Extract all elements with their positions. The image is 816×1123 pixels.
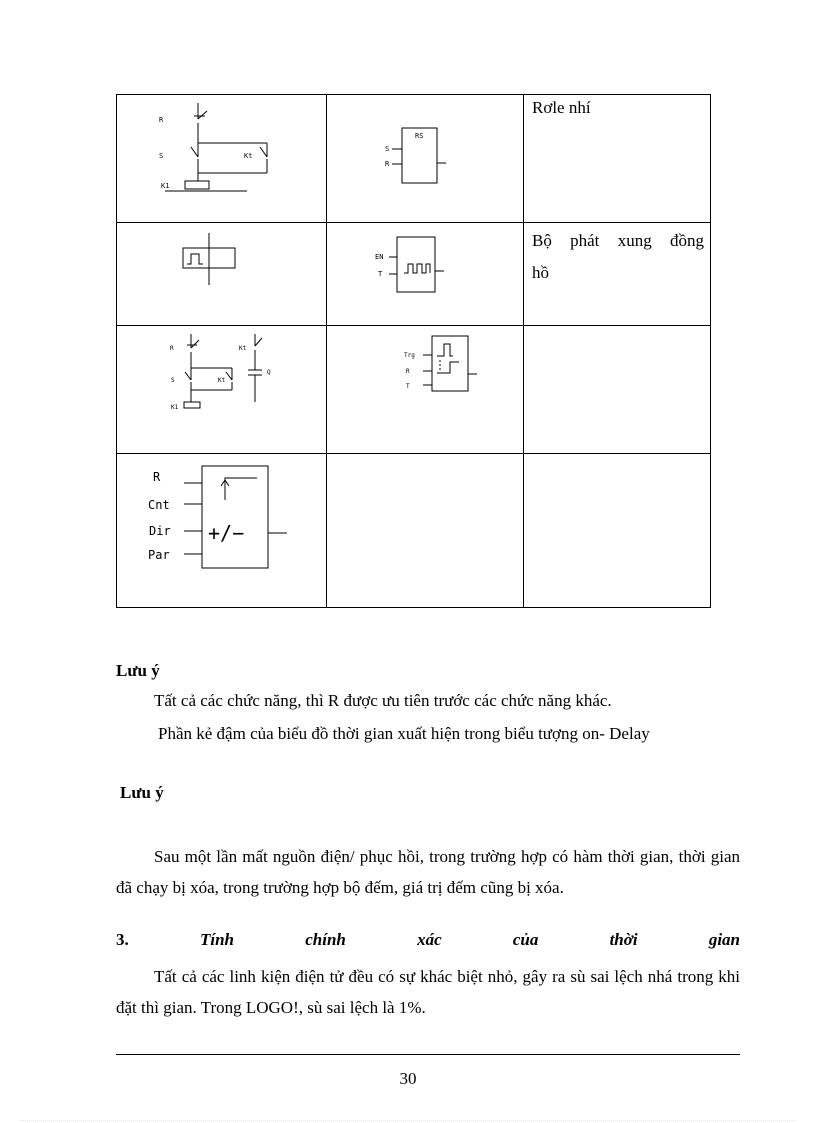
block-input-label: EN <box>375 253 384 261</box>
block-title: RS <box>415 132 424 140</box>
ladder-label: K1 <box>161 182 170 190</box>
block-input-label: R <box>406 368 410 375</box>
section-heading <box>116 930 740 950</box>
ladder-label: K1 <box>171 404 179 411</box>
block-input-label: Par <box>148 548 170 562</box>
rs-function-block <box>327 95 523 222</box>
empty-cell <box>524 454 711 608</box>
counter-block <box>117 454 325 607</box>
heading-word: chính <box>305 930 346 949</box>
pulse-relay-symbol <box>117 223 325 325</box>
timer-ladder-diagram <box>117 326 325 453</box>
footer-rule <box>116 1054 740 1055</box>
section-body: Tất cả các linh kiện điện tử đều có sự khác biệt nhỏ, gây ra sù sai lệch nhá trong khi đặt thì gian. Trong LOGO!, sù sai lệch là 1%. <box>116 967 740 1017</box>
description-cell <box>524 223 711 326</box>
page-number: 30 <box>399 1069 417 1088</box>
ladder-label: R <box>170 345 174 352</box>
table-row <box>117 326 711 454</box>
table-row <box>117 223 711 326</box>
clock-pulse-block <box>327 223 523 325</box>
empty-cell <box>327 454 524 608</box>
note-text: Tất cả các chức năng, thì R được ưu tiên trước các chức năng khác. <box>154 691 612 710</box>
ladder-label: Kt <box>239 345 247 352</box>
note-text: Phần kẻ đậm của biểu đồ thời gian xuất hiện trong biểu tượng on- Delay <box>158 724 650 743</box>
on-delay-block <box>327 326 523 453</box>
description-word: xung <box>617 231 652 250</box>
function-symbol-table <box>116 94 711 608</box>
note-title: Lưu ý <box>120 783 164 802</box>
heading-word: xác <box>417 930 442 949</box>
ladder-label: Kt <box>244 152 253 160</box>
block-input-label: R <box>385 160 390 168</box>
page-edge-dots <box>20 1120 796 1121</box>
function-block-cell <box>327 326 524 454</box>
counter-direction-symbol: +/− <box>208 521 245 545</box>
function-description <box>524 326 710 328</box>
block-input-label: S <box>385 145 390 153</box>
ladder-label: Q <box>267 369 271 376</box>
block-input-label: Dir <box>149 524 171 538</box>
function-block-cell <box>117 454 327 608</box>
description-cell <box>524 326 711 454</box>
function-description <box>524 223 710 289</box>
heading-word: của <box>512 930 539 949</box>
description-word: Bộ <box>532 231 552 250</box>
ladder-label: S <box>159 152 164 160</box>
heading-word: thời <box>609 930 638 949</box>
description-word: đồng <box>669 231 704 250</box>
block-input-label: Cnt <box>148 498 170 512</box>
ladder-label: R <box>159 116 164 124</box>
ladder-diagram-cell <box>117 223 327 326</box>
table-row <box>117 95 711 223</box>
description-line: hồ <box>532 263 549 282</box>
block-input-label: Trg <box>404 352 415 359</box>
block-input-label: T <box>406 383 410 390</box>
ladder-label: S <box>171 377 175 384</box>
heading-word: Tính <box>199 930 234 949</box>
ladder-label: Kt <box>218 377 226 384</box>
description-word: phát <box>570 231 600 250</box>
function-description: Rơle nhí <box>532 98 591 117</box>
block-input-label: T <box>378 270 383 278</box>
rs-ladder-diagram <box>117 95 325 222</box>
ladder-diagram-cell <box>117 326 327 454</box>
note-title: Lưu ý <box>116 661 160 680</box>
block-input-label: R <box>153 470 161 484</box>
table-row <box>117 454 711 608</box>
description-line <box>532 225 704 257</box>
description-cell <box>524 95 711 223</box>
function-block-cell <box>327 95 524 223</box>
function-block-cell <box>327 223 524 326</box>
heading-word: gian <box>708 930 740 949</box>
note-text: Sau một lần mất nguồn điện/ phục hồi, trong trường hợp có hàm thời gian, thời gian đã chạy bị xóa, trong trường hợp bộ đếm, giá trị đếm cũng bị xóa. <box>116 847 740 897</box>
heading-word: 3. <box>116 930 129 949</box>
ladder-diagram-cell <box>117 95 327 223</box>
